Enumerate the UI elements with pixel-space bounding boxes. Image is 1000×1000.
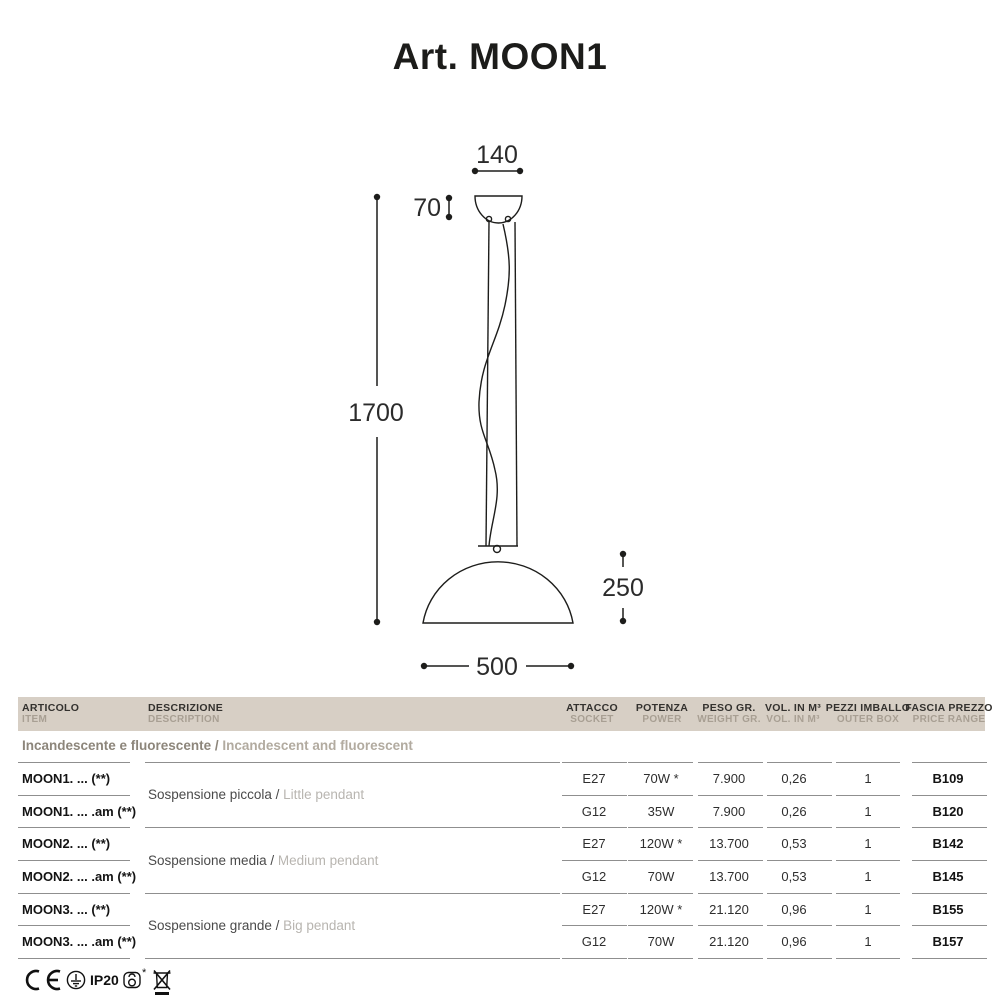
table-divider	[628, 795, 693, 796]
table-divider	[562, 762, 627, 763]
class1-earth-icon	[67, 971, 84, 988]
column-header-secondary: PRICE RANGE	[912, 714, 986, 725]
table-divider	[836, 762, 900, 763]
table-divider	[836, 925, 900, 926]
column-header-articolo	[22, 697, 142, 731]
article-code: MOON2. ... (**)	[22, 836, 111, 852]
table-divider	[562, 893, 627, 894]
weee-bin-icon	[154, 971, 171, 996]
column-header-secondary: POWER	[642, 714, 682, 725]
pieces-value: 1	[864, 836, 872, 852]
table-divider	[912, 893, 987, 894]
price-range-value: B145	[932, 869, 964, 884]
dimension-total-height	[348, 194, 404, 625]
section-header	[22, 738, 413, 753]
table-divider	[767, 762, 832, 763]
pieces-value: 1	[864, 901, 872, 917]
weight-value: 7.900	[712, 771, 746, 786]
table-divider	[18, 795, 130, 796]
column-header-primary: PEZZI IMBALLO	[825, 702, 911, 714]
table-row	[0, 925, 1000, 958]
table-divider	[562, 860, 627, 861]
pieces-value: 1	[864, 934, 872, 950]
table-divider	[18, 925, 130, 926]
volume-value: 0,26	[781, 803, 807, 819]
table-divider	[145, 893, 560, 894]
article-code: MOON3. ... (**)	[22, 901, 111, 917]
table-divider	[18, 827, 130, 828]
table-divider	[767, 925, 832, 926]
suspension-cables	[479, 222, 517, 546]
table-divider	[628, 860, 693, 861]
article-code: MOON2. ... .am (**)	[22, 869, 137, 884]
power-value: 35W	[647, 803, 675, 819]
table-divider	[562, 958, 627, 959]
table-row	[0, 893, 1000, 926]
table-row	[0, 827, 1000, 860]
table-divider	[18, 860, 130, 861]
table-divider	[18, 958, 130, 959]
table-divider	[767, 958, 832, 959]
description-italian: Sospensione piccola	[148, 787, 272, 802]
column-header-secondary: ITEM	[22, 714, 48, 725]
table-divider	[767, 860, 832, 861]
dimension-label-1700: 1700	[348, 399, 404, 427]
power-value: 120W *	[639, 836, 683, 852]
table-divider	[145, 762, 560, 763]
table-divider	[562, 925, 627, 926]
column-header-primary: DESCRIZIONE	[148, 702, 224, 714]
column-header-fascia	[899, 697, 999, 731]
price-range-value: B142	[932, 836, 964, 852]
dimension-canopy-width	[472, 141, 523, 174]
socket-value: G12	[581, 803, 607, 819]
table-divider	[698, 958, 763, 959]
column-header-primary: ARTICOLO	[22, 702, 80, 714]
table-divider	[836, 827, 900, 828]
article-code: MOON1. ... .am (**)	[22, 803, 137, 819]
table-divider	[145, 958, 560, 959]
column-header-secondary: VOL. IN M³	[766, 714, 820, 725]
table-divider	[912, 860, 987, 861]
dimension-label-70: 70	[413, 194, 441, 222]
table-divider	[836, 958, 900, 959]
column-header-primary: VOL. IN M³	[764, 702, 822, 714]
description-english: Little pendant	[283, 787, 365, 802]
column-header-primary: FASCIA PREZZO	[905, 702, 993, 714]
description-english: Big pendant	[283, 918, 356, 933]
table-divider	[628, 925, 693, 926]
socket-value: G12	[581, 869, 607, 884]
pieces-value: 1	[864, 869, 872, 884]
table-divider	[145, 827, 560, 828]
volume-value: 0,53	[781, 869, 807, 884]
price-range-value: B157	[932, 934, 964, 950]
description-separator: /	[271, 787, 284, 802]
description-italian: Sospensione media	[148, 852, 267, 868]
table-divider	[912, 795, 987, 796]
pendant-canopy	[475, 196, 522, 223]
volume-value: 0,96	[781, 901, 807, 917]
table-divider	[767, 893, 832, 894]
ip-rating-label: IP20	[90, 972, 119, 988]
description-english: Medium pendant	[277, 852, 379, 868]
table-divider	[698, 795, 763, 796]
dimension-label-250: 250	[602, 574, 644, 602]
socket-value: G12	[581, 934, 607, 950]
price-range-value: B155	[932, 901, 964, 917]
power-value: 70W	[647, 934, 675, 950]
section-header-italian: Incandescente e fluorescente	[22, 738, 212, 753]
weight-value: 21.120	[709, 901, 749, 917]
table-divider	[562, 795, 627, 796]
section-header-english: Incandescent and fluorescent	[222, 738, 413, 753]
table-divider	[912, 925, 987, 926]
lamp-symbol-icon	[124, 973, 140, 988]
dimension-label-140: 140	[476, 141, 518, 169]
weight-value: 7.900	[712, 803, 746, 819]
table-row	[0, 762, 1000, 795]
socket-value: E27	[582, 836, 606, 852]
power-value: 70W	[647, 869, 675, 884]
table-divider	[836, 795, 900, 796]
certification-icons	[20, 963, 320, 999]
table-divider	[18, 893, 130, 894]
article-code: MOON3. ... .am (**)	[22, 934, 137, 950]
socket-value: E27	[582, 901, 606, 917]
table-divider	[836, 893, 900, 894]
ce-mark-icon	[27, 971, 60, 989]
page-title: Art. MOON1	[392, 36, 608, 77]
table-divider	[698, 827, 763, 828]
dimension-shade-width	[421, 653, 574, 681]
table-divider	[628, 827, 693, 828]
weight-value: 13.700	[709, 836, 749, 852]
table-divider	[18, 762, 130, 763]
column-header-primary: PESO GR.	[702, 702, 756, 714]
table-divider	[698, 925, 763, 926]
socket-value: E27	[582, 771, 606, 786]
pendant-shade	[423, 546, 573, 624]
weight-value: 13.700	[709, 869, 749, 884]
article-code: MOON1. ... (**)	[22, 771, 111, 786]
dimension-shade-height	[602, 551, 644, 624]
description-separator: /	[271, 918, 284, 933]
volume-value: 0,26	[781, 771, 807, 786]
table-divider	[628, 893, 693, 894]
column-header-secondary: WEIGHT GR.	[697, 714, 761, 725]
power-value: 120W *	[639, 901, 683, 917]
table-divider	[698, 762, 763, 763]
column-header-primary: POTENZA	[635, 702, 689, 714]
description-separator: /	[266, 852, 278, 868]
column-header-secondary: DESCRIPTION	[148, 714, 220, 725]
table-divider	[912, 827, 987, 828]
pieces-value: 1	[864, 771, 872, 786]
description-italian: Sospensione grande	[148, 918, 272, 933]
volume-value: 0,96	[781, 934, 807, 950]
table-divider	[836, 860, 900, 861]
dimension-label-500: 500	[476, 653, 518, 681]
table-divider	[628, 762, 693, 763]
dimension-canopy-height	[413, 194, 452, 222]
table-divider	[698, 893, 763, 894]
column-header-descrizione	[148, 697, 348, 731]
table-divider	[562, 827, 627, 828]
volume-value: 0,53	[781, 836, 807, 852]
table-divider	[628, 958, 693, 959]
section-header-separator: /	[211, 738, 223, 753]
column-header-secondary: SOCKET	[570, 714, 614, 725]
price-range-value: B120	[932, 803, 964, 819]
table-divider	[767, 795, 832, 796]
table-divider	[767, 827, 832, 828]
table-row	[0, 795, 1000, 828]
weight-value: 21.120	[709, 934, 749, 950]
table-divider	[912, 958, 987, 959]
power-value: 70W *	[643, 771, 679, 786]
column-header-secondary: OUTER BOX	[836, 714, 900, 725]
table-row	[0, 860, 1000, 893]
price-range-value: B109	[932, 771, 964, 786]
table-header	[18, 697, 993, 731]
footnote-asterisk: *	[142, 967, 147, 979]
table-divider	[912, 762, 987, 763]
column-header-primary: ATTACCO	[566, 702, 618, 714]
table-divider	[698, 860, 763, 861]
pieces-value: 1	[864, 803, 872, 819]
